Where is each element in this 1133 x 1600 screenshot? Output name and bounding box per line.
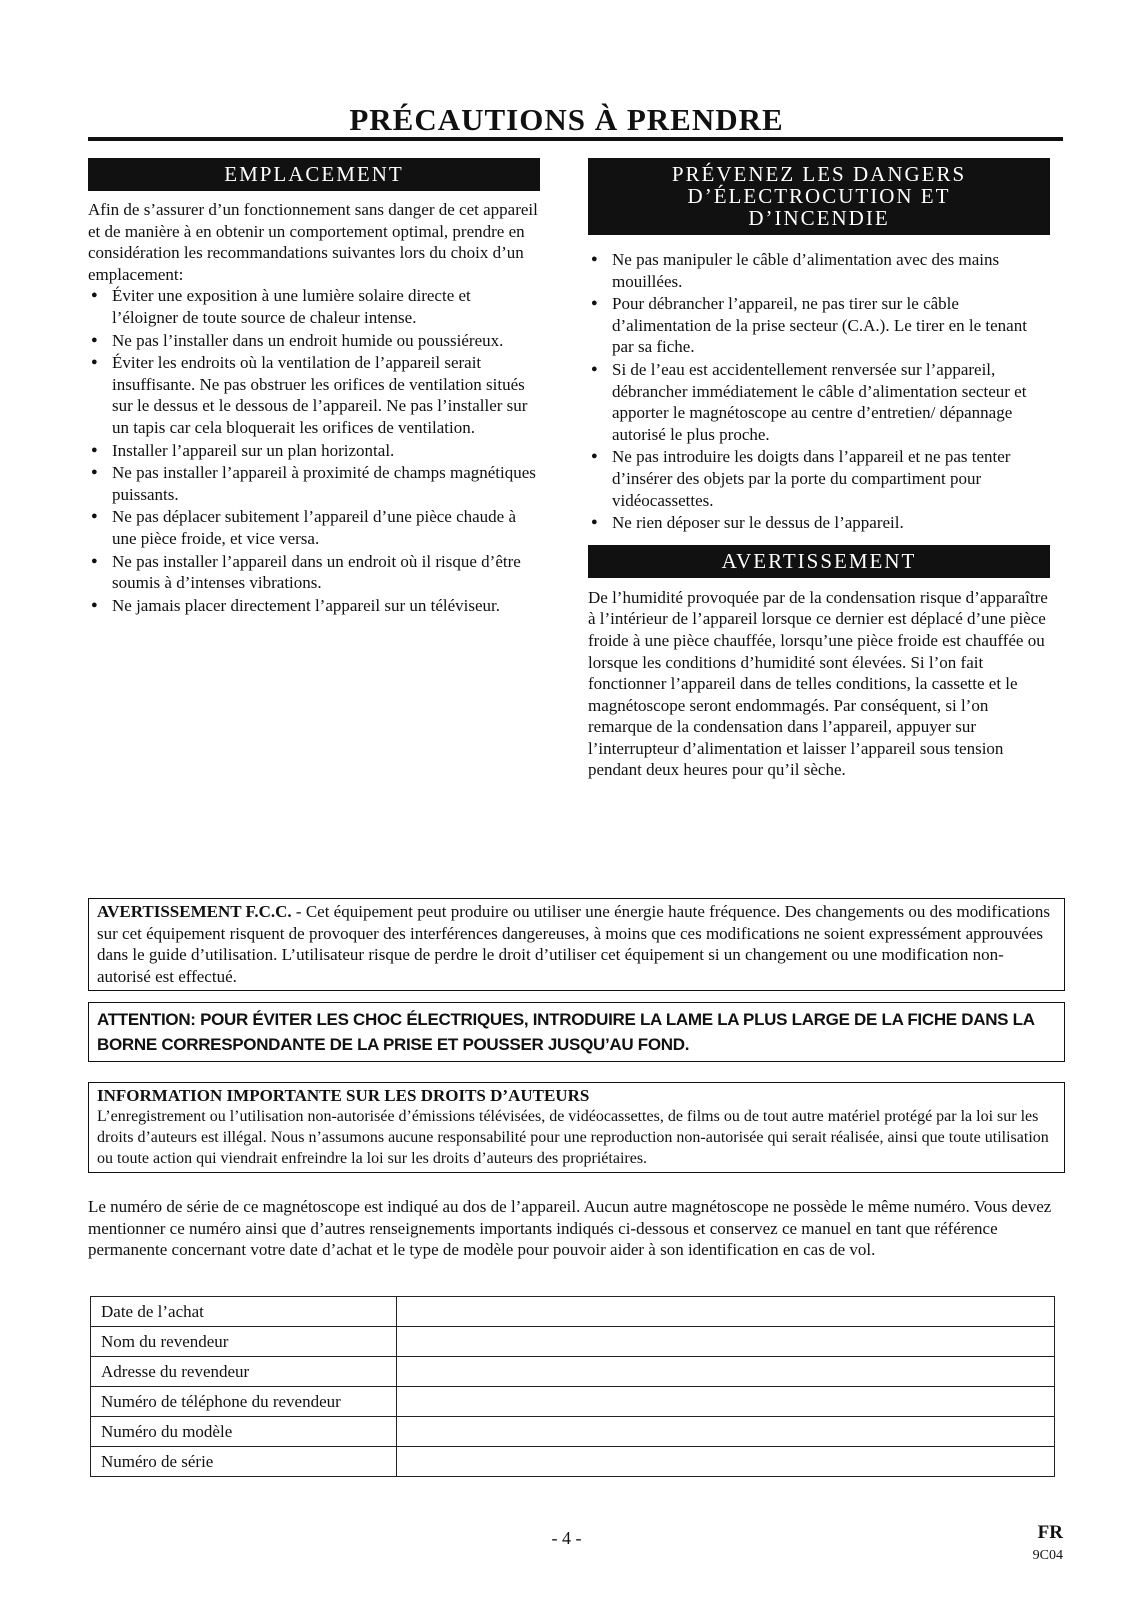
dangers-heading-line: PRÉVENEZ LES DANGERS [671, 162, 967, 186]
list-item: ● Ne pas introduire les doigts dans l’appareil et ne pas tenter d’insérer des objets par la porte du compartiment pour vidéocassettes. [588, 446, 1050, 511]
table-row [91, 1297, 1055, 1327]
table-row [91, 1417, 1055, 1447]
table-row [91, 1357, 1055, 1387]
language-code: FR [1037, 1522, 1063, 1543]
list-item: ● Ne pas installer l’appareil à proximité de champs magnétiques puissants. [88, 462, 540, 505]
list-item: ● Ne pas l’installer dans un endroit humide ou poussiéreux. [88, 330, 540, 352]
table-cell-label: Numéro de téléphone du revendeur [91, 1387, 397, 1417]
copyright-box [88, 1082, 1065, 1173]
list-item: ● Pour débrancher l’appareil, ne pas tirer sur le câble d’alimentation de la prise secteur (C.A.). Le tirer en le tenant par sa fiche. [588, 293, 1050, 358]
dangers-heading-line: D’INCENDIE [748, 206, 890, 230]
list-item: ● Éviter une exposition à une lumière solaire directe et l’éloigner de toute source de chaleur intense. [88, 285, 540, 328]
table-cell-label: Numéro du modèle [91, 1417, 397, 1447]
list-item: ● Si de l’eau est accidentellement renversée sur l’appareil, débrancher immédiatement le câble d’alimentation secteur et apporter le magnétoscope au centre d’entretien/ dépannage autorisé le plus proche. [588, 359, 1050, 445]
document-code: 9C04 [1032, 1548, 1063, 1563]
dangers-heading [588, 158, 1050, 235]
list-item: ● Ne pas déplacer subitement l’appareil d’une pièce chaude à une pièce froide, et vice versa. [88, 506, 540, 549]
copyright-text: L’enregistrement ou l’utilisation non-autorisée d’émissions télévisées, de vidéocassettes, de films ou de tout autre matériel protégé par la loi sur les droits d’auteurs est illégal. Nous n’assumons aucune responsabilité pour une reproduction non-autorisée qui serait réalisée, ainsi que toute utilisation ou toute action qui viendrait enfreindre la loi sur les droits d’auteurs des propriétaires. [97, 1108, 1049, 1167]
table-cell-value[interactable] [397, 1387, 1055, 1417]
page-title: PRÉCAUTIONS À PRENDRE [349, 102, 784, 137]
serial-number-paragraph: Le numéro de série de ce magnétoscope est indiqué au dos de l’appareil. Aucun autre magnétoscope ne possède le même numéro. Vous devez mentionner ce numéro ainsi que d’autres renseignements importants indiqués ci-dessous et conservez ce manuel en tant que référence permanente concernant votre date d’achat et le type de modèle pour pouvoir aider à son identification en cas de vol. [88, 1197, 1052, 1260]
avertissement-text: De l’humidité provoquée par de la condensation risque d’apparaître à l’intérieur de l’appareil lorsque ce dernier est déplacé d’une pièce froide à une pièce chauffée, lorsqu’une pièce froide est chauffée ou lorsque les conditions d’humidité sont élevées. Si l’on fait fonctionner l’appareil dans de telles conditions, la cassette et le magnétoscope seront endommagés. Par conséquent, si l’on remarque de la condensation dans l’appareil, appuyer sur l’interrupteur d’alimentation et laisser l’appareil sous tension pendant deux heures pour qu’il sèche. [588, 587, 1048, 780]
emplacement-heading: EMPLACEMENT [88, 158, 540, 191]
table-cell-label: Date de l’achat [91, 1297, 397, 1327]
fcc-text: - Cet équipement peut produire ou utiliser une énergie haute fréquence. Des changements ou des modifications sur cet équipement risquent de provoquer des interférences dangereuses, à moins que ces modifications ne soient expressément approuvées dans le guide d’utilisation. L’utilisateur risque de perdre le droit d’utiliser cet équipement si un changement ou une modification non-autorisé est effectué. [97, 902, 1050, 986]
table-cell-value[interactable] [397, 1297, 1055, 1327]
table-cell-label: Numéro de série [91, 1447, 397, 1477]
emplacement-list [88, 285, 540, 616]
list-item: ● Éviter les endroits où la ventilation de l’appareil serait insuffisante. Ne pas obstruer les orifices de ventilation situés sur le dessus et le dessous de l’appareil. Ne pas l’installer sur un tapis car cela bloquerait les orifices de ventilation. [88, 352, 540, 438]
dangers-heading-line: D’ÉLECTROCUTION ET [687, 184, 951, 208]
list-item: ● Ne rien déposer sur le dessus de l’appareil. [588, 512, 1050, 534]
list-item: ● Ne pas installer l’appareil dans un endroit où il risque d’être soumis à d’intenses vibrations. [88, 551, 540, 594]
table-row [91, 1327, 1055, 1357]
list-item: ● Installer l’appareil sur un plan horizontal. [88, 440, 540, 462]
title-rule [88, 137, 1063, 141]
table-cell-value[interactable] [397, 1357, 1055, 1387]
fcc-warning-box [88, 898, 1065, 991]
emplacement-intro: Afin de s’assurer d’un fonctionnement sans danger de cet appareil et de manière à en obtenir un comportement optimal, prendre en considération les recommandations suivantes lors du choix d’un emplacement: [88, 200, 538, 284]
avertissement-heading: AVERTISSEMENT [588, 545, 1050, 578]
purchase-info-table [90, 1296, 1055, 1477]
dangers-section [588, 158, 1050, 781]
table-cell-label: Nom du revendeur [91, 1327, 397, 1357]
table-row [91, 1387, 1055, 1417]
page-number: - 4 - [551, 1528, 582, 1548]
table-cell-value[interactable] [397, 1447, 1055, 1477]
fcc-label: AVERTISSEMENT F.C.C. [97, 902, 292, 921]
copyright-title: INFORMATION IMPORTANTE SUR LES DROITS D’AUTEURS [97, 1086, 590, 1105]
table-cell-label: Adresse du revendeur [91, 1357, 397, 1387]
emplacement-section [88, 158, 540, 617]
dangers-list [588, 249, 1050, 534]
table-row [91, 1447, 1055, 1477]
list-item: ● Ne pas manipuler le câble d’alimentation avec des mains mouillées. [588, 249, 1050, 292]
table-cell-value[interactable] [397, 1327, 1055, 1357]
table-cell-value[interactable] [397, 1417, 1055, 1447]
list-item: ● Ne jamais placer directement l’appareil sur un téléviseur. [88, 595, 540, 617]
attention-box: ATTENTION: POUR ÉVITER LES CHOC ÉLECTRIQUES, INTRODUIRE LA LAME LA PLUS LARGE DE LA FICHE DANS LA BORNE CORRESPONDANTE DE LA PRISE ET POUSSER JUSQU’AU FOND. [88, 1002, 1065, 1062]
